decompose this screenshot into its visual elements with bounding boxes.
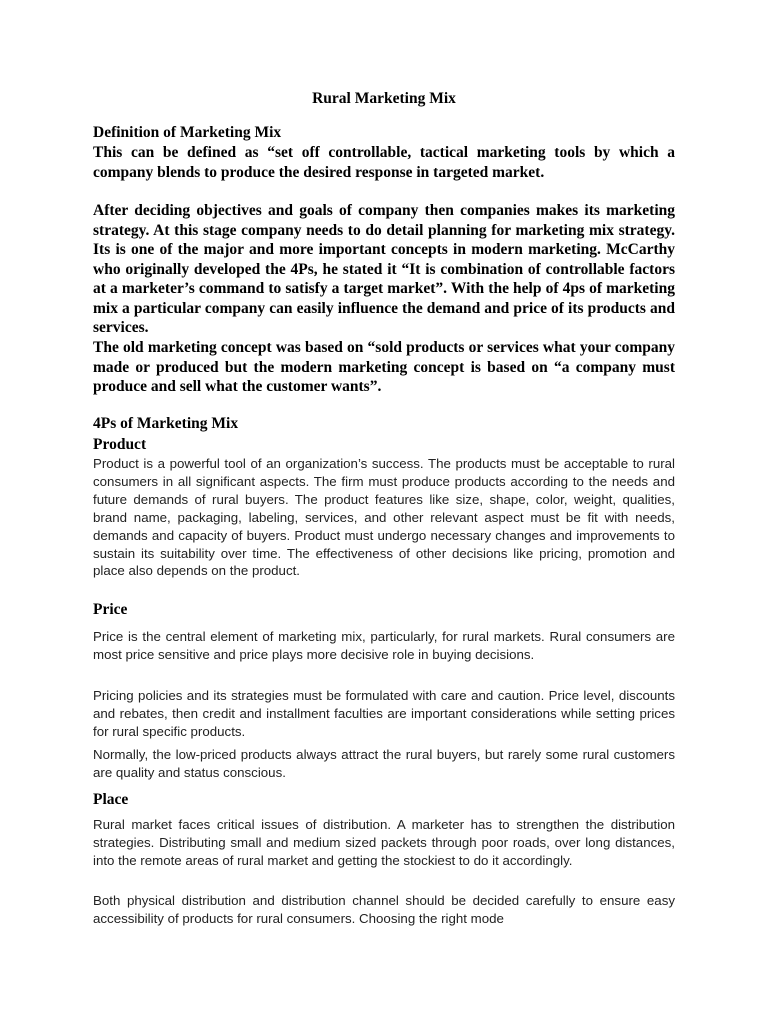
strategy-text-2: who originally developed the 4Ps, he stated it “It is combination of controllable factors at a marketer’s command to satisfy a target market”. With the help of 4ps of marketing mix a particular company can easily influence the demand and price of its products and services. (93, 260, 675, 336)
place-paragraph-1: Rural market faces critical issues of distribution. A marketer has to strengthen the distribution strategies. Distributing small and medium sized packets through poor roads, over long distances, into the remote areas of rural market and getting the stockiest to do it accordingly. (93, 817, 675, 868)
document-title: Rural Marketing Mix (312, 90, 456, 107)
definition-text: This can be defined as “set off controllable, tactical marketing tools by which a company blends to produce the desired response in targeted market. (93, 144, 675, 181)
price-paragraph-1: Price is the central element of marketing mix, particularly, for rural markets. Rural consumers are most price sensitive and price plays more decisive role in buying decisions. (93, 629, 675, 662)
price-heading: Price (93, 601, 128, 618)
old-concept-paragraph: The old marketing concept was based on “sold products or services what your company made or produced but the modern marketing concept is based on “a company must produce and sell what the customer wants”. (93, 339, 675, 395)
product-text: Product is a powerful tool of an organization’s success. The products must be acceptable to rural consumers in all significant aspects. The firm must produce products according to the needs and future demands of rural buyers. The product features like size, shape, color, weight, qualities, brand name, packaging, labeling, services, and other relevant aspect must be fit with needs, demands and capacity of buyers. Product must undergo necessary changes and improvements to sustain its suitability over time. The effectiveness of other decisions like pricing, promotion and place also depends on the product. (93, 456, 675, 579)
place-heading: Place (93, 791, 129, 808)
strategy-paragraph (93, 201, 675, 338)
mccarthy-name: McCarthy (606, 241, 676, 258)
four-ps-heading: 4Ps of Marketing Mix (93, 415, 239, 432)
definition-heading: Definition of Marketing Mix (93, 124, 282, 141)
product-heading: Product (93, 436, 147, 453)
strategy-text-1: After deciding objectives and goals of company then companies makes its marketing strategy. At this stage company needs to do detail planning for marketing mix strategy. Its is one of the major and more important concepts in modern marketing. (93, 202, 675, 258)
place-paragraph-2: Both physical distribution and distribution channel should be decided carefully to ensure easy accessibility of products for rural consumers. Choosing the right mode (93, 893, 675, 926)
price-paragraph-3: Normally, the low-priced products always attract the rural buyers, but rarely some rural customers are quality and status conscious. (93, 747, 675, 780)
price-paragraph-2: Pricing policies and its strategies must be formulated with care and caution. Price level, discounts and rebates, then credit and installment faculties are important considerations while setting prices for rural specific products. (93, 688, 675, 739)
